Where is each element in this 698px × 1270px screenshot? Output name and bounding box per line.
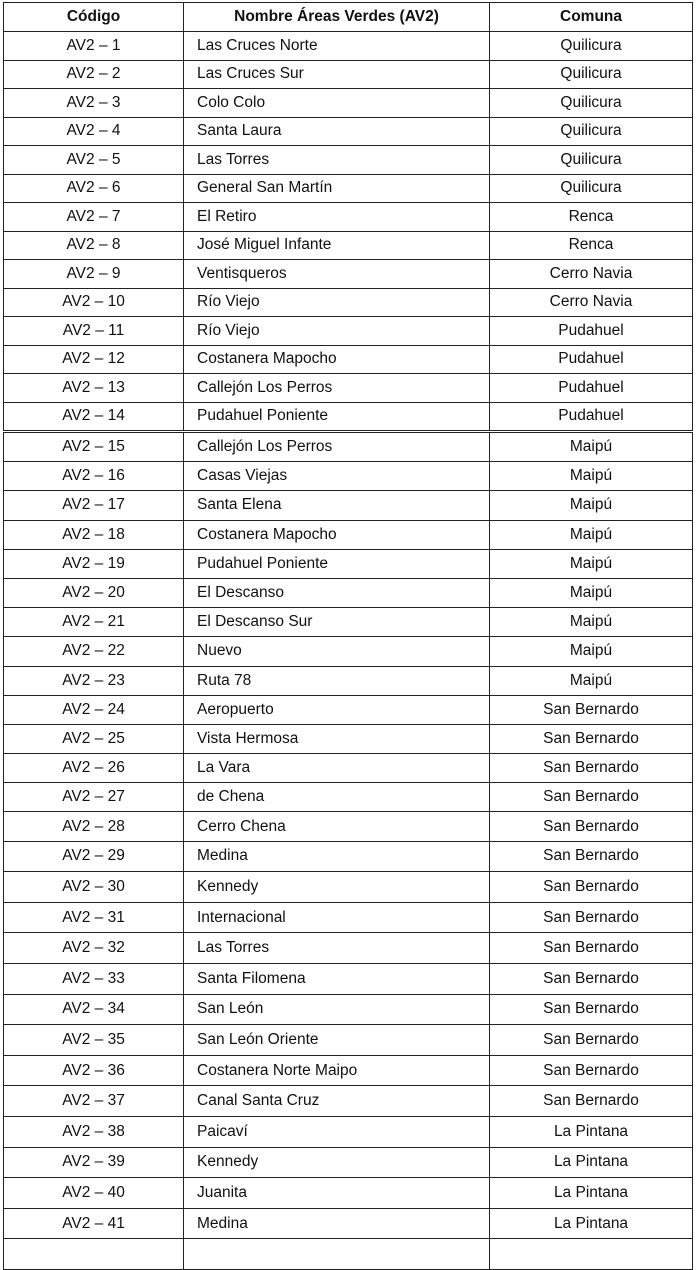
comuna-cell: Quilicura (490, 146, 693, 175)
header-codigo: Código (4, 3, 184, 32)
name-cell: Juanita (184, 1178, 490, 1209)
code-cell: AV2 – 4 (4, 117, 184, 146)
comuna-cell: San Bernardo (490, 933, 693, 964)
table-row (4, 724, 693, 753)
comuna-cell: Maipú (490, 462, 693, 491)
table-row (4, 60, 693, 89)
table-row (4, 666, 693, 695)
name-cell: Canal Santa Cruz (184, 1086, 490, 1117)
table-row (4, 89, 693, 118)
code-cell: AV2 – 27 (4, 783, 184, 812)
name-cell: General San Martín (184, 174, 490, 203)
table-row (4, 608, 693, 637)
code-cell: AV2 – 32 (4, 933, 184, 964)
code-cell: AV2 – 15 (4, 433, 184, 462)
name-cell: Ventisqueros (184, 260, 490, 289)
table-row (4, 1208, 693, 1239)
comuna-cell: San Bernardo (490, 724, 693, 753)
table-row (4, 902, 693, 933)
table-row (4, 402, 693, 431)
table-row (4, 1086, 693, 1117)
code-cell: AV2 – 35 (4, 1025, 184, 1056)
name-cell: Pudahuel Poniente (184, 402, 490, 431)
comuna-cell: Maipú (490, 520, 693, 549)
table-row (4, 32, 693, 61)
empty-cell (490, 1239, 693, 1270)
name-cell: Las Torres (184, 933, 490, 964)
name-cell: Colo Colo (184, 89, 490, 118)
name-cell: Santa Laura (184, 117, 490, 146)
areas-verdes-table-bottom (3, 432, 693, 1270)
table-row (4, 288, 693, 317)
comuna-cell: Maipú (490, 608, 693, 637)
name-cell: Nuevo (184, 637, 490, 666)
code-cell: AV2 – 41 (4, 1208, 184, 1239)
code-cell: AV2 – 30 (4, 872, 184, 903)
code-cell: AV2 – 5 (4, 146, 184, 175)
empty-row (4, 1239, 693, 1270)
name-cell: San León (184, 994, 490, 1025)
code-cell: AV2 – 18 (4, 520, 184, 549)
code-cell: AV2 – 11 (4, 317, 184, 346)
name-cell: Medina (184, 841, 490, 872)
comuna-cell: San Bernardo (490, 783, 693, 812)
code-cell: AV2 – 34 (4, 994, 184, 1025)
code-cell: AV2 – 19 (4, 549, 184, 578)
table-row (4, 174, 693, 203)
comuna-cell: Quilicura (490, 32, 693, 61)
comuna-cell: Pudahuel (490, 345, 693, 374)
code-cell: AV2 – 37 (4, 1086, 184, 1117)
comuna-cell: Maipú (490, 491, 693, 520)
table-row (4, 317, 693, 346)
comuna-cell: Maipú (490, 637, 693, 666)
code-cell: AV2 – 17 (4, 491, 184, 520)
table-row (4, 462, 693, 491)
name-cell: Callejón Los Perros (184, 433, 490, 462)
table-row (4, 872, 693, 903)
name-cell: Kennedy (184, 872, 490, 903)
comuna-cell: Pudahuel (490, 317, 693, 346)
name-cell: Casas Viejas (184, 462, 490, 491)
code-cell: AV2 – 20 (4, 578, 184, 607)
code-cell: AV2 – 33 (4, 964, 184, 995)
code-cell: AV2 – 23 (4, 666, 184, 695)
code-cell: AV2 – 39 (4, 1147, 184, 1178)
comuna-cell: Quilicura (490, 60, 693, 89)
comuna-cell: Quilicura (490, 117, 693, 146)
table-row (4, 637, 693, 666)
name-cell: Las Cruces Norte (184, 32, 490, 61)
code-cell: AV2 – 7 (4, 203, 184, 232)
comuna-cell: San Bernardo (490, 1086, 693, 1117)
comuna-cell: Maipú (490, 433, 693, 462)
comuna-cell: La Pintana (490, 1116, 693, 1147)
code-cell: AV2 – 38 (4, 1116, 184, 1147)
table-row (4, 374, 693, 403)
comuna-cell: San Bernardo (490, 841, 693, 872)
table-row (4, 1116, 693, 1147)
name-cell: de Chena (184, 783, 490, 812)
code-cell: AV2 – 36 (4, 1055, 184, 1086)
name-cell: Río Viejo (184, 317, 490, 346)
header-row (4, 3, 693, 32)
code-cell: AV2 – 25 (4, 724, 184, 753)
code-cell: AV2 – 29 (4, 841, 184, 872)
name-cell: Internacional (184, 902, 490, 933)
comuna-cell: San Bernardo (490, 695, 693, 724)
name-cell: Santa Filomena (184, 964, 490, 995)
table-row (4, 146, 693, 175)
comuna-cell: Renca (490, 231, 693, 260)
code-cell: AV2 – 1 (4, 32, 184, 61)
comuna-cell: La Pintana (490, 1178, 693, 1209)
name-cell: Aeropuerto (184, 695, 490, 724)
code-cell: AV2 – 22 (4, 637, 184, 666)
name-cell: El Descanso (184, 578, 490, 607)
code-cell: AV2 – 40 (4, 1178, 184, 1209)
code-cell: AV2 – 14 (4, 402, 184, 431)
name-cell: Las Torres (184, 146, 490, 175)
code-cell: AV2 – 24 (4, 695, 184, 724)
table-row (4, 695, 693, 724)
code-cell: AV2 – 12 (4, 345, 184, 374)
code-cell: AV2 – 9 (4, 260, 184, 289)
table-row (4, 231, 693, 260)
table-row (4, 933, 693, 964)
code-cell: AV2 – 6 (4, 174, 184, 203)
empty-cell (184, 1239, 490, 1270)
name-cell: El Descanso Sur (184, 608, 490, 637)
table-row (4, 841, 693, 872)
comuna-cell: San Bernardo (490, 964, 693, 995)
table-row (4, 1147, 693, 1178)
header-nombre: Nombre Áreas Verdes (AV2) (184, 3, 490, 32)
table-row (4, 1055, 693, 1086)
name-cell: Vista Hermosa (184, 724, 490, 753)
table-row (4, 1178, 693, 1209)
comuna-cell: Pudahuel (490, 374, 693, 403)
code-cell: AV2 – 8 (4, 231, 184, 260)
name-cell: La Vara (184, 754, 490, 783)
header-comuna: Comuna (490, 3, 693, 32)
table-row (4, 491, 693, 520)
table-row (4, 964, 693, 995)
comuna-cell: Quilicura (490, 174, 693, 203)
table-row (4, 994, 693, 1025)
comuna-cell: Pudahuel (490, 402, 693, 431)
table-row (4, 203, 693, 232)
table-row (4, 578, 693, 607)
comuna-cell: Maipú (490, 666, 693, 695)
code-cell: AV2 – 28 (4, 812, 184, 841)
code-cell: AV2 – 26 (4, 754, 184, 783)
code-cell: AV2 – 10 (4, 288, 184, 317)
table-row (4, 520, 693, 549)
name-cell: Costanera Mapocho (184, 520, 490, 549)
code-cell: AV2 – 31 (4, 902, 184, 933)
table-row (4, 549, 693, 578)
comuna-cell: San Bernardo (490, 902, 693, 933)
table-row (4, 260, 693, 289)
name-cell: Santa Elena (184, 491, 490, 520)
areas-verdes-table-top (3, 2, 693, 431)
name-cell: Kennedy (184, 1147, 490, 1178)
comuna-cell: La Pintana (490, 1147, 693, 1178)
name-cell: El Retiro (184, 203, 490, 232)
comuna-cell: San Bernardo (490, 1025, 693, 1056)
name-cell: Costanera Mapocho (184, 345, 490, 374)
table-row (4, 345, 693, 374)
name-cell: Las Cruces Sur (184, 60, 490, 89)
comuna-cell: Cerro Navia (490, 260, 693, 289)
comuna-cell: Cerro Navia (490, 288, 693, 317)
comuna-cell: San Bernardo (490, 872, 693, 903)
code-cell: AV2 – 3 (4, 89, 184, 118)
name-cell: Río Viejo (184, 288, 490, 317)
comuna-cell: San Bernardo (490, 994, 693, 1025)
table-row (4, 754, 693, 783)
name-cell: Ruta 78 (184, 666, 490, 695)
comuna-cell: La Pintana (490, 1208, 693, 1239)
comuna-cell: Maipú (490, 578, 693, 607)
comuna-cell: San Bernardo (490, 1055, 693, 1086)
comuna-cell: Maipú (490, 549, 693, 578)
comuna-cell: Renca (490, 203, 693, 232)
code-cell: AV2 – 21 (4, 608, 184, 637)
table-row (4, 812, 693, 841)
name-cell: Costanera Norte Maipo (184, 1055, 490, 1086)
name-cell: Medina (184, 1208, 490, 1239)
name-cell: Callejón Los Perros (184, 374, 490, 403)
name-cell: Pudahuel Poniente (184, 549, 490, 578)
code-cell: AV2 – 13 (4, 374, 184, 403)
table-row (4, 433, 693, 462)
code-cell: AV2 – 16 (4, 462, 184, 491)
table-row (4, 783, 693, 812)
name-cell: Cerro Chena (184, 812, 490, 841)
empty-cell (4, 1239, 184, 1270)
name-cell: Paicaví (184, 1116, 490, 1147)
comuna-cell: Quilicura (490, 89, 693, 118)
code-cell: AV2 – 2 (4, 60, 184, 89)
table-row (4, 1025, 693, 1056)
name-cell: José Miguel Infante (184, 231, 490, 260)
name-cell: San León Oriente (184, 1025, 490, 1056)
comuna-cell: San Bernardo (490, 754, 693, 783)
comuna-cell: San Bernardo (490, 812, 693, 841)
table-row (4, 117, 693, 146)
